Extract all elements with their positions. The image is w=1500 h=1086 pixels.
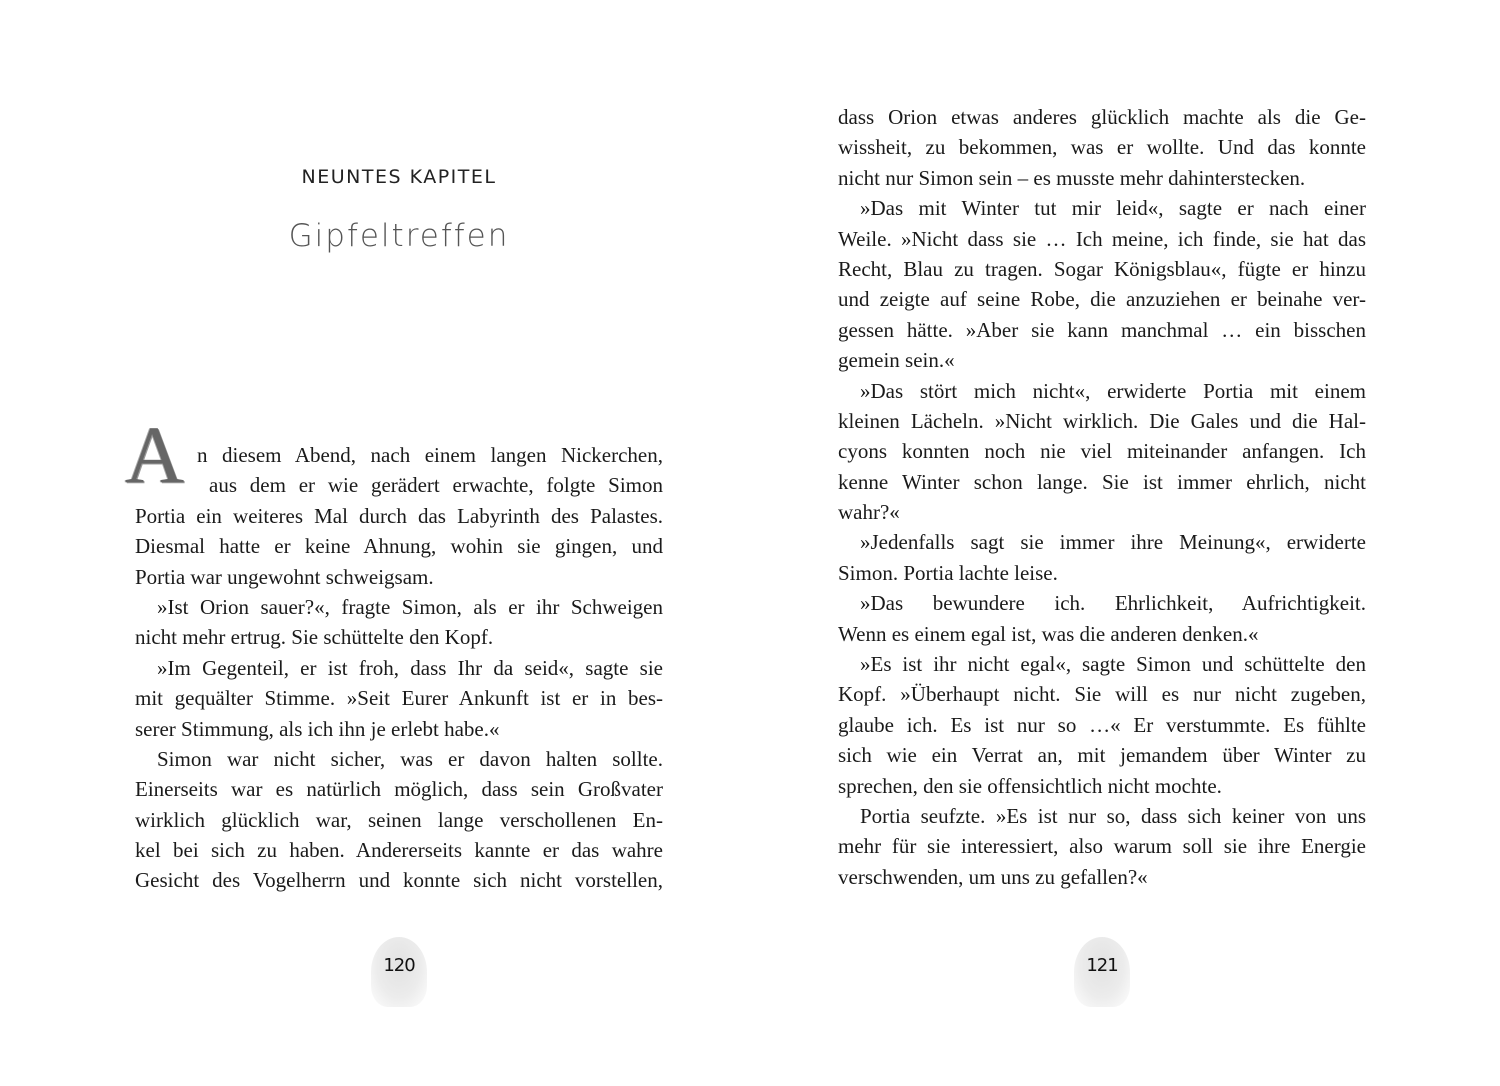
text-line: wirklich glücklich war, seinen lange verschollenen En- bbox=[135, 807, 663, 832]
page-number: 120 bbox=[383, 955, 415, 976]
text-line: Einerseits war es natürlich möglich, dass sein Großvater bbox=[135, 777, 663, 802]
text-line: wahr?« bbox=[838, 500, 900, 525]
drop-cap: A bbox=[125, 409, 185, 500]
text-line: mehr für sie interessiert, also warum soll sie ihre Energie bbox=[838, 834, 1366, 859]
text-line: »Das bewundere ich. Ehrlichkeit, Aufrichtigkeit. bbox=[860, 591, 1366, 616]
text-line: sich wie ein Verrat an, mit jemandem über Winter zu bbox=[838, 743, 1366, 768]
text-line: Wenn es einem egal ist, was die anderen denken.« bbox=[838, 621, 1259, 646]
text-line: sprechen, den sie offensichtlich nicht mochte. bbox=[838, 773, 1222, 798]
text-line: wissheit, zu bekommen, was er wollte. Und das konnte bbox=[838, 135, 1366, 160]
text-line: Simon. Portia lachte leise. bbox=[838, 560, 1058, 585]
text-line: serer Stimmung, als ich ihn je erlebt habe.« bbox=[135, 716, 500, 741]
text-line: Recht, Blau zu tragen. Sogar Königsblau«, fügte er hinzu bbox=[838, 256, 1366, 281]
text-line: mit gequälter Stimme. »Seit Eurer Ankunft ist er in bes- bbox=[135, 686, 663, 711]
text-line: Simon war nicht sicher, was er davon halten sollte. bbox=[157, 746, 663, 771]
text-line: verschwenden, um uns zu gefallen?« bbox=[838, 864, 1148, 889]
text-line: kleinen Lächeln. »Nicht wirklich. Die Gales und die Hal- bbox=[838, 408, 1366, 433]
text-line: nicht nur Simon sein – es musste mehr dahinterstecken. bbox=[838, 165, 1306, 190]
text-line: »Ist Orion sauer?«, fragte Simon, als er ihr Schweigen bbox=[157, 594, 663, 619]
text-line: glaube ich. Es ist nur so …« Er verstummte. Es fühlte bbox=[838, 712, 1366, 737]
text-line: Kopf. »Überhaupt nicht. Sie will es nur nicht zugeben, bbox=[838, 682, 1366, 707]
text-line: Diesmal hatte er keine Ahnung, wohin sie gingen, und bbox=[135, 534, 663, 559]
text-line: gemein sein.« bbox=[838, 348, 955, 373]
text-line: kel bei sich zu haben. Andererseits kannte er das wahre bbox=[135, 838, 663, 863]
text-line: »Das mit Winter tut mir leid«, sagte er nach einer bbox=[860, 196, 1366, 221]
chapter-label: NEUNTES KAPITEL bbox=[301, 166, 497, 188]
text-line: n diesem Abend, nach einem langen Nickerchen, bbox=[197, 443, 663, 467]
text-line: Weile. »Nicht dass sie … Ich meine, ich finde, sie hat das bbox=[838, 226, 1366, 251]
page-number-ornament bbox=[371, 937, 427, 1007]
text-line: aus dem er wie gerädert erwachte, folgte Simon bbox=[209, 473, 663, 498]
text-line: Portia ein weiteres Mal durch das Labyrinth des Palastes. bbox=[135, 503, 663, 528]
text-line: kenne Winter schon lange. Sie ist immer ehrlich, nicht bbox=[838, 469, 1366, 494]
text-line: »Im Gegenteil, er ist froh, dass Ihr da seid«, sagte sie bbox=[157, 655, 663, 680]
body-text bbox=[135, 440, 663, 896]
text-line: nicht mehr ertrug. Sie schüttelte den Kopf. bbox=[135, 625, 494, 650]
text-line: »Jedenfalls sagt sie immer ihre Meinung«, erwiderte bbox=[860, 530, 1366, 555]
text-line: cyons konnten noch nie viel miteinander anfangen. Ich bbox=[838, 439, 1366, 464]
text-line: dass Orion etwas anderes glücklich machte als die Ge- bbox=[838, 105, 1366, 129]
text-line: gessen hätte. »Aber sie kann manchmal … ein bisschen bbox=[838, 317, 1366, 342]
right-page bbox=[838, 0, 1366, 1086]
page-number-ornament bbox=[1074, 937, 1130, 1007]
body-text bbox=[838, 102, 1366, 892]
left-page bbox=[125, 0, 663, 1086]
text-line: und zeigte auf seine Robe, die anzuziehen er beinahe ver- bbox=[838, 287, 1366, 312]
text-line: Portia war ungewohnt schweigsam. bbox=[135, 564, 434, 589]
chapter-title: Gipfeltreffen bbox=[288, 218, 510, 254]
page-number: 121 bbox=[1086, 955, 1118, 976]
text-line: Gesicht des Vogelherrn und konnte sich nicht vorstellen, bbox=[135, 868, 663, 893]
text-line: Portia seufzte. »Es ist nur so, dass sich keiner von uns bbox=[860, 803, 1366, 828]
text-line: »Es ist ihr nicht egal«, sagte Simon und schüttelte den bbox=[860, 652, 1366, 677]
text-line: »Das stört mich nicht«, erwiderte Portia mit einem bbox=[860, 378, 1366, 403]
